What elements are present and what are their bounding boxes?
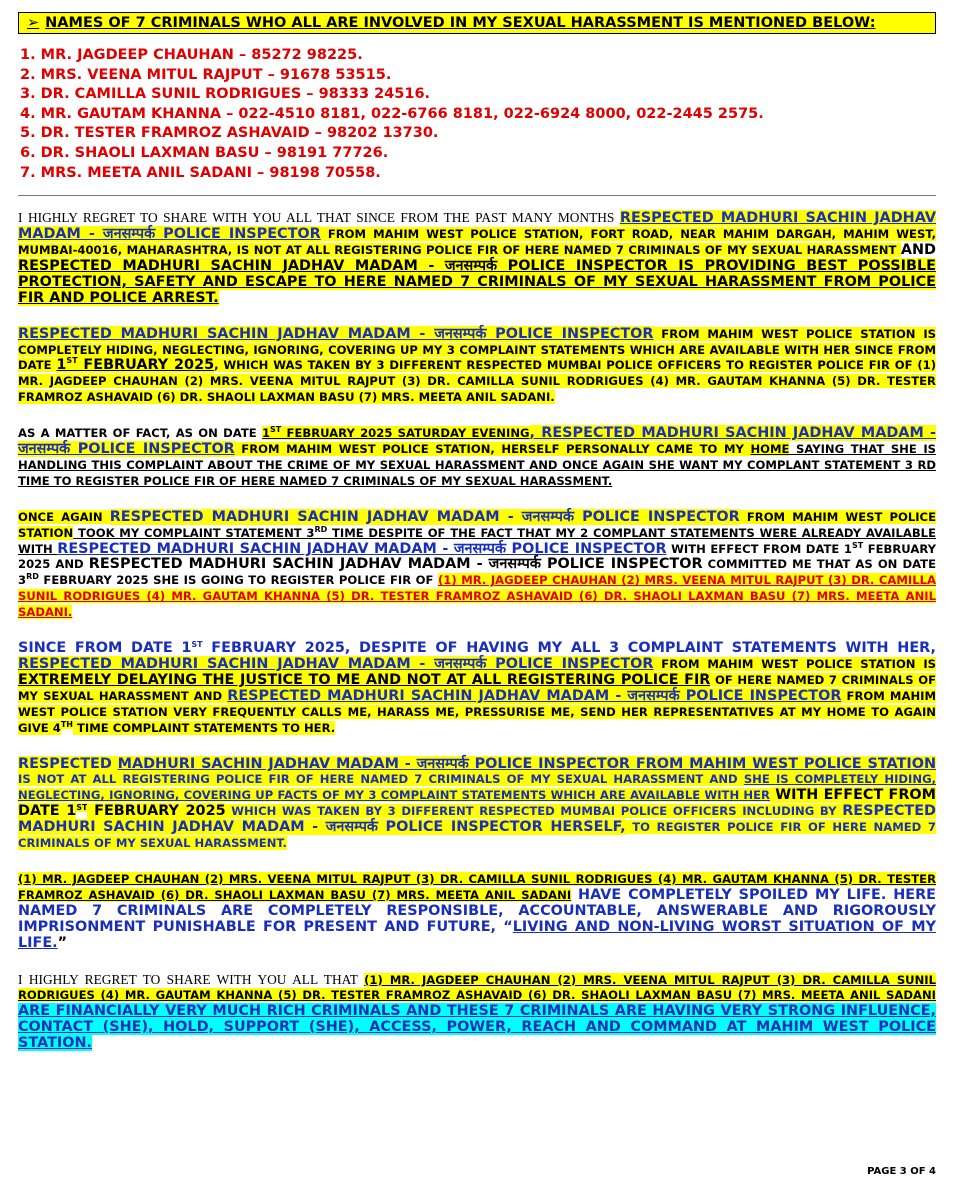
list-item: 4. MR. GAUTAM KHANNA – 022-4510 8181, 022-6766 8181, 022-6924 8000, 022-2445 2575. [20, 105, 764, 122]
highlight-run: RESPECTED MADHURI SACHIN JADHAV MADAM - जनसम्पर्क POLICE INSPECTOR [18, 325, 654, 342]
highlight-run: EXTREMELY DELAYING THE JUSTICE TO ME AND NOT AT ALL REGISTERING POLICE FIR [18, 671, 711, 688]
ordinal-suffix: ST [851, 540, 864, 550]
text-run: TIME DESPITE OF THE FACT THAT MY 2 COMPLANT STATEMENTS WERE ALREADY AVAILABLE WITH [18, 525, 936, 556]
text-run: FEBRUARY 2025 AND [18, 541, 937, 572]
text-run: COMMITTED ME THAT AS ON DATE 3 [18, 557, 936, 588]
highlight-run: ONCE AGAIN [18, 509, 110, 524]
highlight-run: FROM MAHIM WEST POLICE STATION, HERSELF PERSONALLY CAME TO MY [234, 442, 751, 457]
list-item: 5. DR. TESTER FRAMROZ ASHAVAID – 98202 13730. [20, 125, 439, 142]
text-run: WITH EFFECT FROM DATE 1 [666, 541, 852, 556]
highlight-run: SHE IS COMPLETELY HIDING, NEGLECTING, IGNORING, COVERING UP FACTS OF MY 3 COMPLAINT STATEMENTS WHICH ARE AVAILABLE WITH HER [18, 772, 936, 803]
date-digit: 1 [56, 357, 67, 374]
highlight-run: FROM MAHIM WEST POLICE STATION IS [653, 657, 936, 671]
text-run: RESPECTED MADHURI SACHIN JADHAV MADAM - जनसम्पर्क POLICE INSPECTOR [88, 556, 703, 573]
highlight-run: TIME COMPLAINT STATEMENTS TO HER. [72, 720, 336, 735]
highlight-run: MADHURI SACHIN JADHAV MADAM - जनसम्पर्क POLICE INSPECTOR FROM MAHIM WEST POLICE STATION [117, 755, 936, 772]
paragraph-7 [18, 872, 936, 952]
list-item: 1. MR. JAGDEEP CHAUHAN – 85272 98225. [20, 47, 363, 63]
ordinal-suffix: RD [314, 524, 328, 534]
highlight-run: FEBRUARY 2025 [87, 803, 226, 820]
highlight-run: FROM MAHIM WEST POLICE STATION VERY FREQUENTLY CALLS ME, HARASS ME, PRESSURISE ME, SEND HER REPRESENTATIVES AT MY HOME TO AGAIN GIVE 4 [18, 688, 936, 735]
heading-text: NAMES OF 7 CRIMINALS WHO ALL ARE INVOLVED IN MY SEXUAL HARASSMENT IS MENTIONED BELOW: [45, 15, 876, 31]
highlight-run [56, 357, 214, 373]
highlight-run: RESPECTED MADHURI SACHIN JADHAV MADAM - जनसम्पर्क POLICE INSPECTOR [227, 687, 842, 704]
text-run: TOOK MY COMPLAINT STATEMENT 3 [73, 525, 315, 540]
text-run: I HIGHLY REGRET TO SHARE WITH YOU ALL THAT [18, 971, 365, 987]
ordinal-suffix: TH [60, 719, 73, 729]
text-run: I HIGHLY REGRET TO SHARE WITH YOU ALL THAT SINCE FROM THE PAST MANY MONTHS [18, 210, 620, 226]
highlight-run: (1) MR. JAGDEEP CHAUHAN (2) MRS. VEENA MITUL RAJPUT (3) DR. CAMILLA SUNIL RODRIGUES (4) MR. GAUTAM KHANNA (5) DR. TESTER FRAMROZ ASHAVAID (6) DR. SHAOLI LAXMAN BASU (7) MRS. MEETA ANIL SADANI [18, 972, 936, 1003]
list-item: 2. MRS. VEENA MITUL RAJPUT – 91678 53515. [20, 66, 392, 83]
highlight-run: WHICH WAS TAKEN BY 3 DIFFERENT RESPECTED MUMBAI POLICE OFFICERS INCLUDING BY [225, 804, 843, 819]
text-run: AND [900, 241, 936, 258]
ordinal-suffix: RD [26, 572, 39, 582]
text-run: FEBRUARY 2025, DESPITE OF HAVING MY ALL 3 COMPLAINT STATEMENTS WITH HER, [202, 640, 936, 657]
paragraph-4 [18, 510, 936, 621]
highlight-run: RESPECTED [18, 755, 118, 772]
criminals-list [18, 46, 936, 183]
highlight-run: RESPECTED MADHURI SACHIN JADHAV MADAM - जनसम्पर्क POLICE INSPECTOR HERSELF, [18, 803, 936, 836]
section-heading [18, 12, 936, 34]
highlight-run: OF HERE NAMED 7 CRIMINALS OF MY SEXUAL HARASSMENT AND [18, 672, 936, 703]
ordinal-suffix: ST [66, 356, 78, 366]
highlight-run: RESPECTED MADHURI SACHIN JADHAV MADAM - जनसम्पर्क POLICE INSPECTOR [18, 210, 936, 243]
page-number: PAGE 3 OF 4 [867, 1166, 936, 1177]
highlight-run: RESPECTED MADHURI SACHIN JADHAV MADAM - जनसम्पर्क POLICE INSPECTOR IS PROVIDING BEST POSSIBLE PROTECTION, SAFETY AND ESCAPE TO HERE NAMED 7 CRIMINALS OF MY SEXUAL HARASSMENT FROM POLICE FIR AND POLICE ARREST. [18, 257, 936, 306]
text-run: SAYING THAT SHE IS HANDLING THIS COMPLAINT ABOUT THE CRIME OF MY SEXUAL HARASSMENT AND ONCE AGAIN SHE WANT MY COMPLANT STATEMENT 3 RD TIME TO REGISTER POLICE FIR OF HERE NAMED 7 CRIMINALS OF MY SEXUAL HARASSMENT. [18, 442, 936, 488]
highlight-run: ARE FINANCIALLY VERY MUCH RICH CRIMINALS AND THESE 7 CRIMINALS ARE HAVING VERY STRONG INFLUENCE, CONTACT (SHE), HOLD, SUPPORT (SHE), ACCESS, POWER, REACH AND COMMAND AT MAHIM WEST POLICE STATION. [18, 1003, 936, 1052]
paragraph-2 [18, 327, 936, 407]
highlight-run: RESPECTED MADHURI SACHIN JADHAV MADAM - जनसम्पर्क POLICE INSPECTOR [57, 540, 667, 557]
highlight-run: IS NOT AT ALL REGISTERING POLICE FIR OF HERE NAMED 7 CRIMINALS OF MY SEXUAL HARASSMENT AND [18, 772, 744, 787]
list-item: 3. DR. CAMILLA SUNIL RODRIGUES – 98333 24516. [20, 86, 431, 103]
text-run: SINCE FROM DATE 1 [18, 640, 192, 657]
highlight-run: FROM MAHIM WEST POLICE STATION IS COMPLETELY HIDING, NEGLECTING, IGNORING, COVERING UP MY 3 COMPLAINT STATEMENTS WHICH ARE AVAILABLE WITH HER SINCE FROM DATE [18, 326, 936, 373]
highlight-run: RESPECTED MADHURI SACHIN JADHAV MADAM - जनसम्पर्क POLICE INSPECTOR [109, 508, 740, 525]
text-run: AS A MATTER OF FACT, AS ON DATE [18, 426, 262, 441]
ordinal-suffix: ST [76, 803, 88, 813]
highlight-run: (1) MR. JAGDEEP CHAUHAN (2) MRS. VEENA MITUL RAJPUT (3) DR. CAMILLA SUNIL RODRIGUES (4) MR. GAUTAM KHANNA (5) DR. TESTER FRAMROZ ASHAVAID (6) DR. SHAOLI LAXMAN BASU (7) MRS. MEETA ANIL SADANI [18, 871, 936, 902]
highlight-run: WITH EFFECT FROM DATE 1 [18, 787, 936, 820]
highlight-run: TO REGISTER POLICE FIR OF HERE NAMED 7 CRIMINALS OF MY SEXUAL HARASSMENT. [18, 820, 936, 851]
paragraph-1 [18, 210, 936, 306]
text-run: FEBRUARY 2025 SHE IS GOING TO REGISTER POLICE FIR OF [38, 573, 438, 588]
paragraph-5 [18, 641, 936, 736]
highlight-run [262, 426, 530, 440]
highlight-run: FROM MAHIM WEST POLICE STATION, FORT ROAD, NEAR MAHIM DARGAH, MAHIM WEST, MUMBAI-40016, MAHARASHTRA, IS NOT AT ALL REGISTERING POLICE FIR OF HERE NAMED 7 CRIMINALS OF MY SEXUAL HARASSMENT [18, 227, 936, 257]
date-text: FEBRUARY 2025 [77, 357, 215, 374]
paragraph-3 [18, 426, 936, 490]
text-run: HAVE COMPLETELY SPOILED MY LIFE. HERE NAMED 7 CRIMINALS ARE COMPLETELY RESPONSIBLE, ACCOUNTABLE, ANSWERABLE AND RIGOROUSLY IMPRISONMENT PUNISHABLE FOR PRESENT AND FUTURE, “ [18, 886, 937, 935]
highlight-run: (1) MR. JAGDEEP CHAUHAN (2) MRS. VEENA MITUL RAJPUT (3) DR. CAMILLA SUNIL RODRIGUES (4) MR. GAUTAM KHANNA (5) DR. TESTER FRAMROZ ASHAVAID (6) DR. SHAOLI LAXMAN BASU (7) MRS. MEETA ANIL SADANI. [18, 573, 936, 620]
highlight-run: , RESPECTED MADHURI SACHIN JADHAV MADAM - जनसम्पर्क POLICE INSPECTOR [18, 425, 936, 458]
paragraph-8 [18, 972, 936, 1053]
text-run: ” [57, 934, 68, 951]
date-digit: 1 [261, 426, 271, 441]
text-run: LIVING AND NON-LIVING WORST SITUATION OF MY LIFE. [18, 918, 937, 951]
ordinal-suffix: ST [191, 640, 203, 650]
list-item: 7. MRS. MEETA ANIL SADANI – 98198 70558. [20, 164, 381, 181]
highlight-run: RESPECTED MADHURI SACHIN JADHAV MADAM - जनसम्पर्क POLICE INSPECTOR [18, 656, 654, 672]
arrow-bullet-icon: ➢ [27, 15, 40, 31]
paragraph-6 [18, 757, 936, 852]
highlight-run: HOME [750, 442, 790, 457]
list-item: 6. DR. SHAOLI LAXMAN BASU – 98191 77726. [20, 144, 389, 161]
horizontal-divider [18, 195, 936, 196]
date-text: FEBRUARY 2025 SATURDAY EVENING [281, 426, 530, 441]
highlight-run: , WHICH WAS TAKEN BY 3 DIFFERENT RESPECTED MUMBAI POLICE OFFICERS TO REGISTER POLICE FIR OF (1) MR. JAGDEEP CHAUHAN (2) MRS. VEENA MITUL RAJPUT (3) DR. CAMILLA SUNIL RODRIGUES (4) MR. GAUTAM KHANNA (5) DR. TESTER FRAMROZ ASHAVAID (6) DR. SHAOLI LAXMAN BASU (7) MRS. MEETA ANIL SADANI. [18, 358, 937, 405]
highlight-run: FROM MAHIM WEST POLICE STATION [18, 509, 936, 540]
document-page [18, 12, 936, 1072]
ordinal-suffix: ST [270, 425, 282, 435]
